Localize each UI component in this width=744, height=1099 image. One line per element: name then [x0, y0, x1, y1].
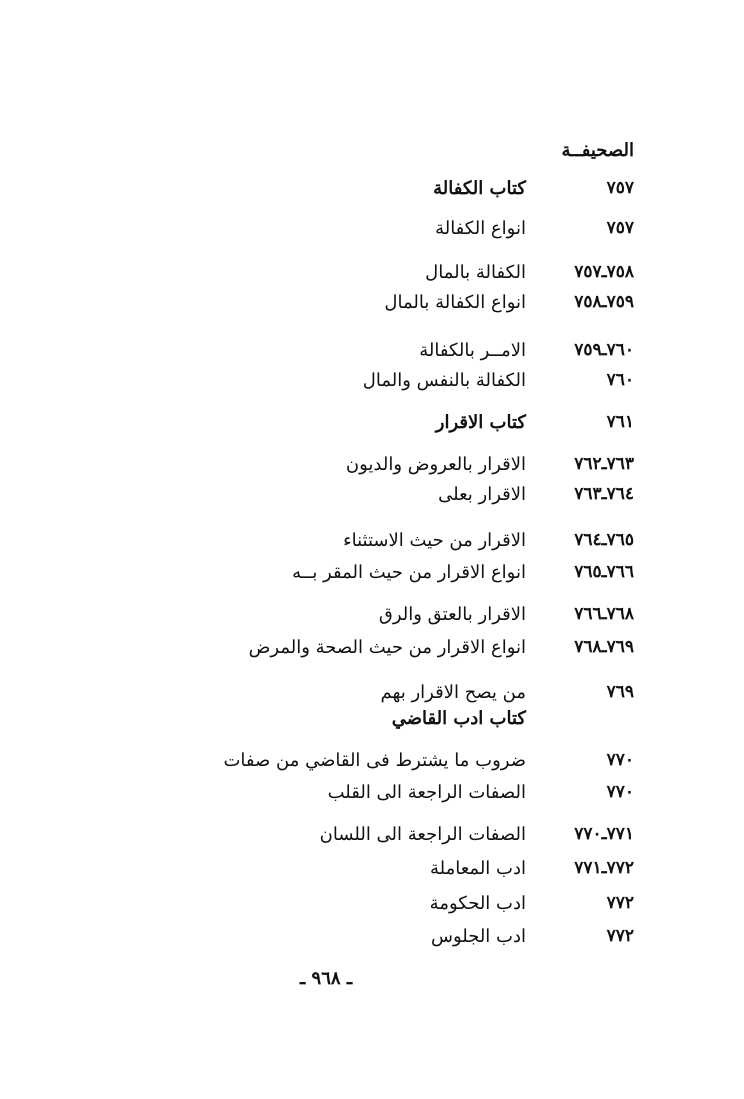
folio-page-number: ـ ٩٦٨ ـ — [300, 968, 353, 989]
page-number: ٧٦٨ـ٧٦٦ — [574, 604, 634, 624]
entry-title: الاقرار بعلى — [438, 484, 526, 505]
toc-entry — [180, 370, 634, 400]
entry-title: الصفات الراجعة الى القلب — [327, 782, 526, 803]
toc-entry — [180, 562, 634, 592]
entry-title: الكفالة بالمال — [425, 262, 526, 283]
entry-title: الامــر بالكفالة — [419, 340, 526, 361]
toc-entry — [180, 858, 634, 888]
page-number: ٧٦٥ـ٧٦٤ — [574, 530, 634, 550]
toc-entry-kitab-iqrar — [180, 412, 634, 442]
page-number: ٧٦٩ — [606, 682, 634, 702]
entry-title: الصفات الراجعة الى اللسان — [319, 824, 526, 845]
page-number: ٧٥٨ـ٧٥٧ — [574, 262, 634, 282]
toc-entry-kitab-kafala — [180, 178, 634, 208]
toc-entry — [180, 484, 634, 514]
toc-entry-kitab-adab-qadi — [180, 708, 634, 738]
toc-entry — [180, 782, 634, 812]
entry-title: الكفالة بالنفس والمال — [362, 370, 526, 391]
toc-entry — [180, 262, 634, 292]
toc-entry — [180, 218, 634, 248]
toc-entry — [180, 824, 634, 854]
entry-title: الاقرار بالعروض والديون — [345, 454, 526, 475]
entry-title: ادب الجلوس — [430, 926, 526, 947]
section-heading: كتاب الكفالة — [433, 178, 526, 199]
toc-entry — [180, 340, 634, 370]
page-number: ٧٥٧ — [606, 178, 634, 198]
toc-entry — [180, 454, 634, 484]
page-column-header: الصحيفــة — [561, 140, 634, 161]
toc-entry — [180, 604, 634, 634]
entry-title: ضروب ما يشترط فى القاضي من صفات — [223, 750, 526, 771]
entry-title: انواع الكفالة بالمال — [384, 292, 526, 313]
page-number: ٧٧٢ — [606, 893, 634, 913]
entry-title: الاقرار بالعتق والرق — [378, 604, 526, 625]
page-number: ٧٧٢ — [606, 926, 634, 946]
page-number: ٧٦٠ — [606, 370, 634, 390]
toc-entry — [180, 637, 634, 667]
entry-title: انواع الكفالة — [435, 218, 526, 239]
page-number: ٧٧٢ـ٧٧١ — [574, 858, 634, 878]
page-number: ٧٧١ـ٧٧٠ — [574, 824, 634, 844]
page-number: ٧٧٠ — [606, 750, 634, 770]
section-heading: كتاب الاقرار — [435, 412, 526, 433]
entry-title: انواع الاقرار من حيث الصحة والمرض — [248, 637, 526, 658]
page-number: ٧٦٦ـ٧٦٥ — [574, 562, 634, 582]
toc-entry — [180, 292, 634, 322]
section-heading: كتاب ادب القاضي — [391, 708, 526, 729]
page-number: ٧٦٩ـ٧٦٨ — [574, 637, 634, 657]
entry-title: الاقرار من حيث الاستثناء — [343, 530, 526, 551]
entry-title: ادب المعاملة — [430, 858, 526, 879]
page-number: ٧٥٩ـ٧٥٨ — [574, 292, 634, 312]
entry-title: انواع الاقرار من حيث المقر بــه — [292, 562, 526, 583]
page-number: ٧٧٠ — [606, 782, 634, 802]
page-number: ٧٦٠ـ٧٥٩ — [574, 340, 634, 360]
page-number: ٧٦٤ـ٧٦٣ — [574, 484, 634, 504]
toc-entry — [180, 750, 634, 780]
page-number: ٧٥٧ — [606, 218, 634, 238]
toc-entry — [180, 926, 634, 956]
toc-entry — [180, 893, 634, 923]
toc-entry — [180, 530, 634, 560]
page-number: ٧٦٣ـ٧٦٢ — [574, 454, 634, 474]
entry-title: من يصح الاقرار بهم — [380, 682, 526, 703]
entry-title: ادب الحكومة — [429, 893, 526, 914]
page-number: ٧٦١ — [606, 412, 634, 432]
